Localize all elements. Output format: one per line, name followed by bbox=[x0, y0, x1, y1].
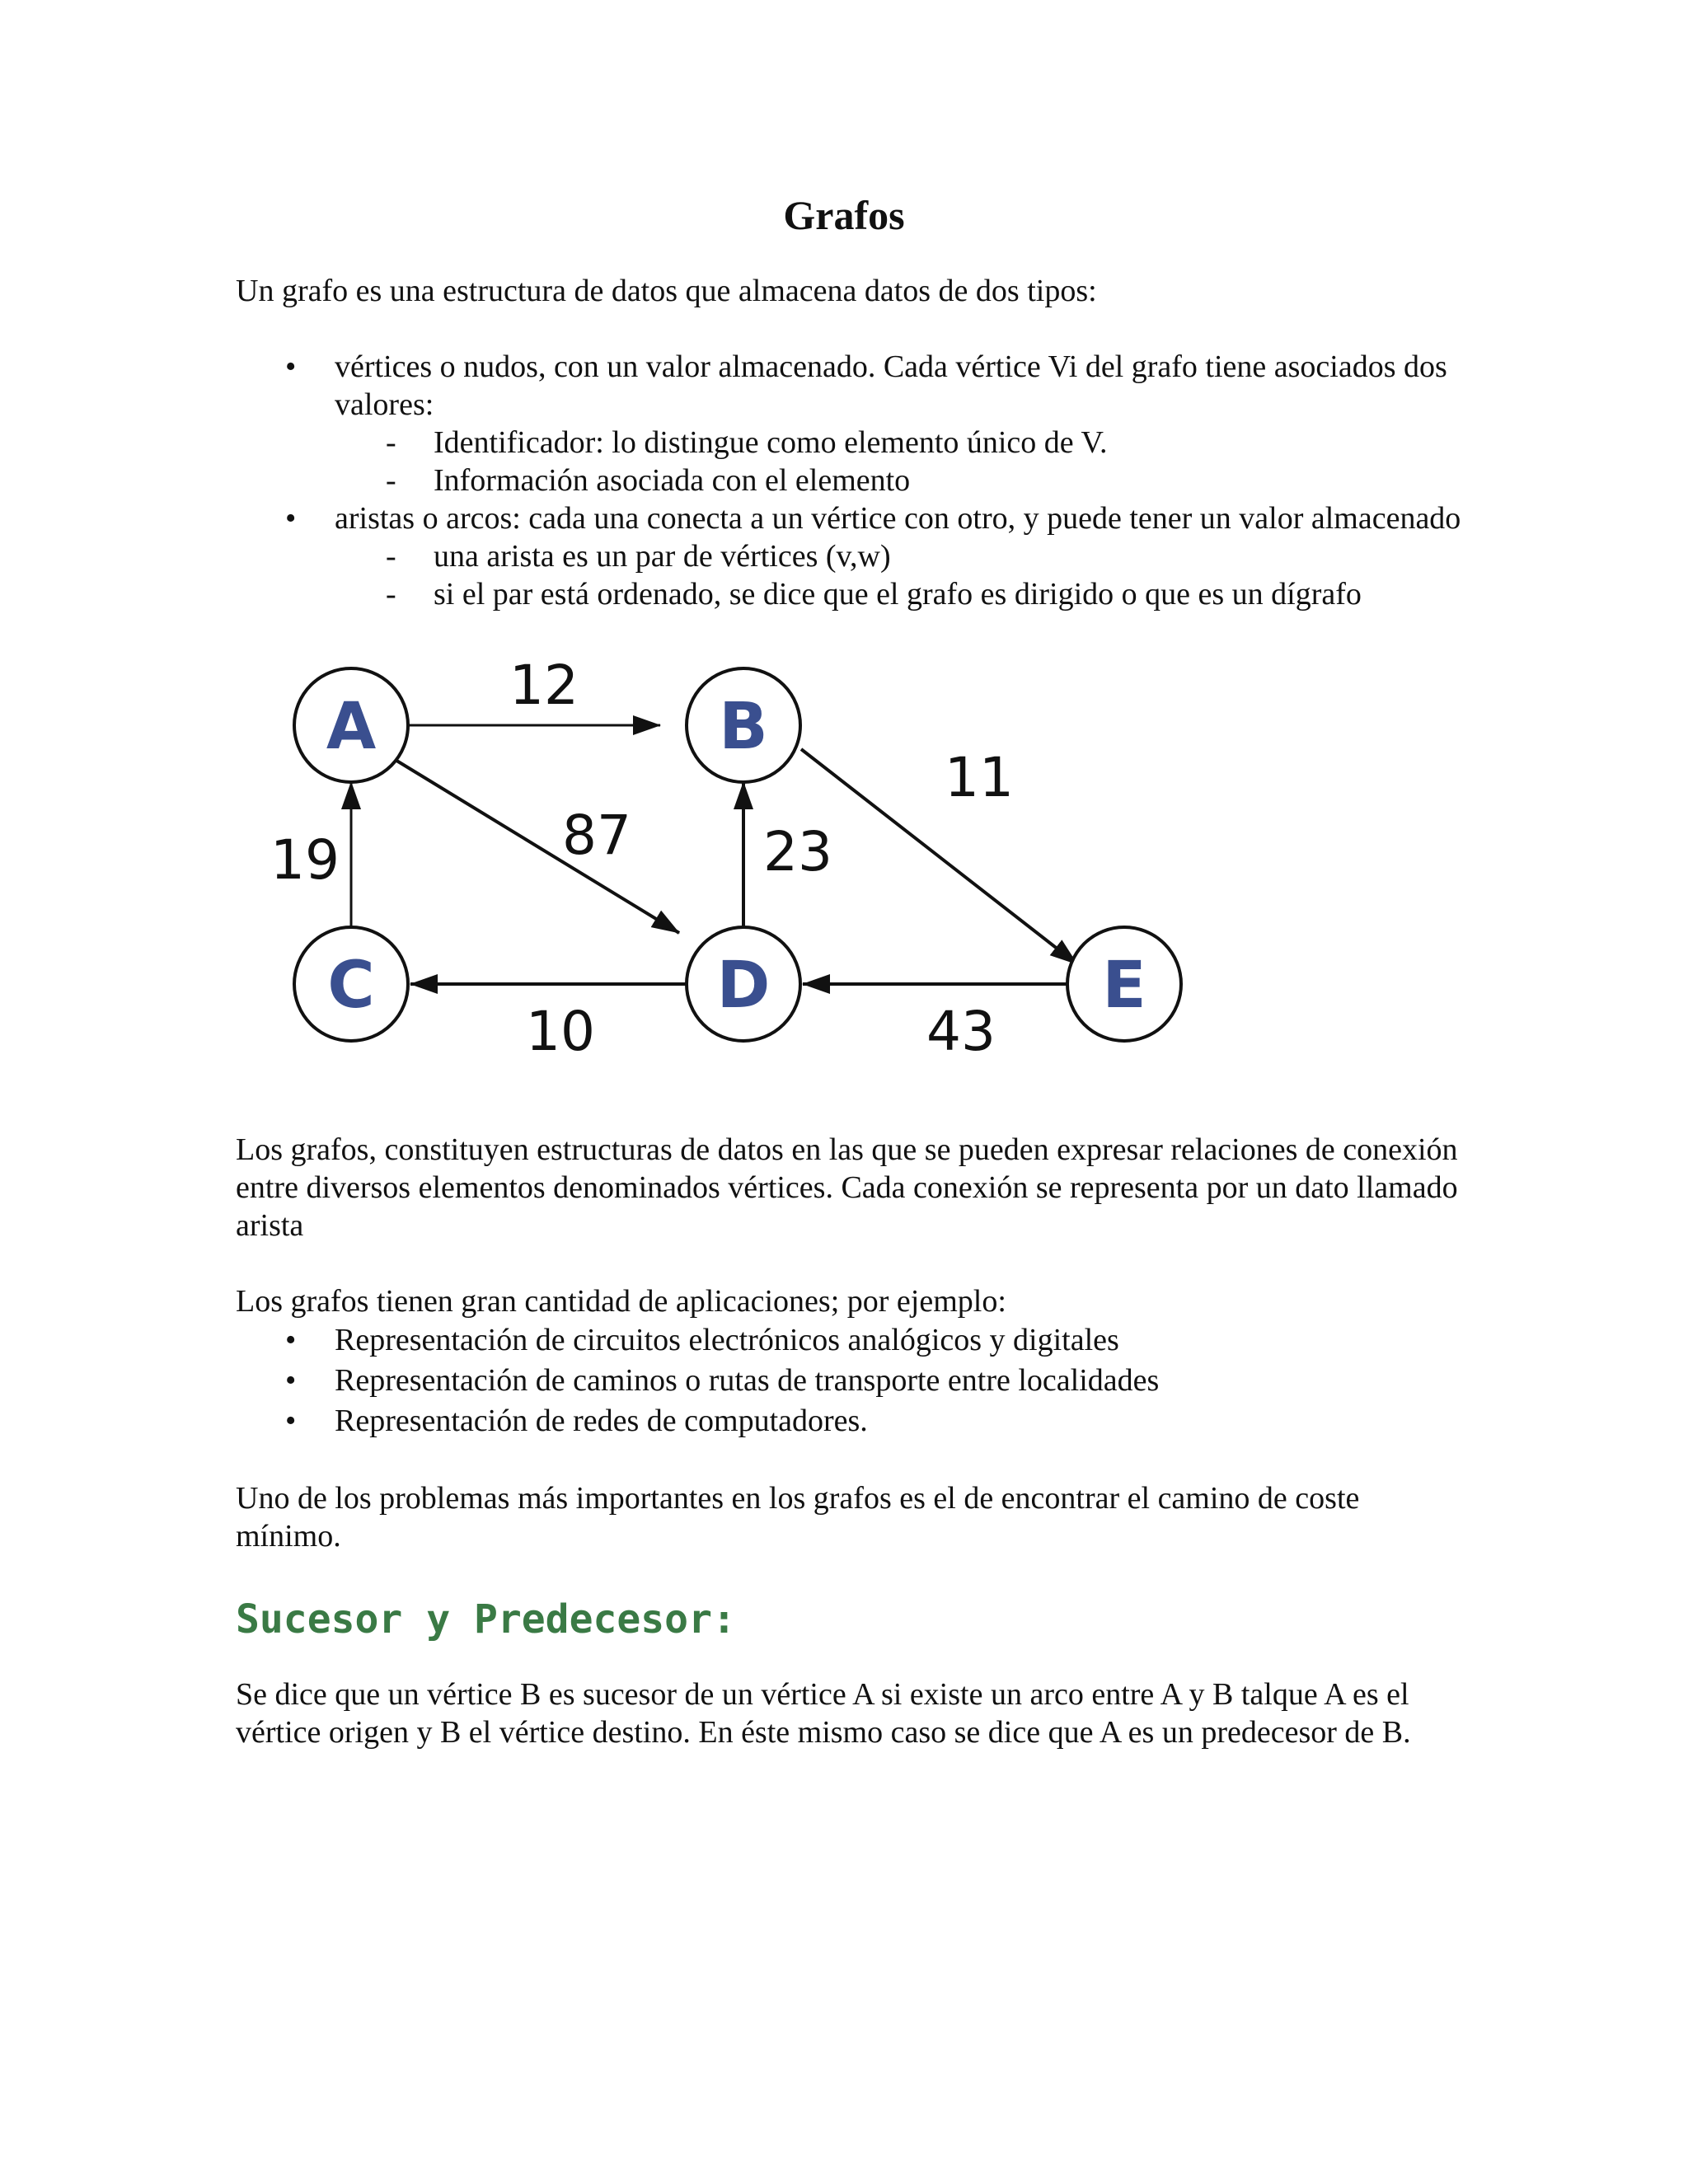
edge-weight-a-d: 87 bbox=[562, 804, 631, 867]
node-c-label: C bbox=[327, 949, 375, 1023]
dash-icon: - bbox=[386, 577, 396, 612]
node-e-label: E bbox=[1102, 949, 1146, 1023]
edge-weight-d-b: 23 bbox=[763, 820, 832, 883]
bullet-icon: • bbox=[285, 501, 297, 536]
list-item bbox=[236, 1361, 1472, 1401]
applications-intro: Los grafos tienen gran cantidad de aplicaciones; por ejemplo: bbox=[236, 1284, 1006, 1319]
list-item bbox=[236, 1320, 1472, 1361]
node-a-label: A bbox=[326, 690, 377, 764]
node-e bbox=[1067, 927, 1181, 1041]
edge-weight-c-a: 19 bbox=[270, 828, 340, 892]
node-b-label: B bbox=[719, 690, 768, 764]
sub-item-text: si el par está ordenado, se dice que el grafo es dirigido o que es un dígrafo bbox=[434, 577, 1362, 612]
node-d bbox=[687, 927, 800, 1041]
edge-weight-e-d: 43 bbox=[926, 1000, 996, 1063]
edge-b-e bbox=[801, 749, 1077, 964]
sub-list-item bbox=[335, 424, 1472, 462]
applications-list bbox=[236, 1320, 1472, 1441]
section-title: Sucesor y Predecesor: bbox=[236, 1596, 736, 1643]
list-item bbox=[236, 499, 1472, 613]
sub-list bbox=[335, 424, 1472, 499]
node-a bbox=[294, 668, 408, 782]
graph-svg bbox=[267, 654, 1223, 1099]
document-body bbox=[236, 191, 1472, 1751]
bullet-icon: • bbox=[285, 1323, 297, 1357]
graphs-paragraph: Los grafos, constituyen estructuras de datos en las que se pueden expresar relaciones de conexión entre diversos elementos denominados vértices. Cada conexión se representa por un dato llamado arista bbox=[236, 1132, 1458, 1243]
bullet-icon: • bbox=[285, 349, 297, 384]
definition-list bbox=[236, 348, 1472, 613]
bullet-icon: • bbox=[285, 1363, 297, 1398]
intro-paragraph: Un grafo es una estructura de datos que almacena datos de dos tipos: bbox=[236, 274, 1097, 308]
sub-item-text: Información asociada con el elemento bbox=[434, 463, 911, 498]
edge-a-d bbox=[379, 750, 679, 933]
node-d-label: D bbox=[716, 949, 771, 1023]
dash-icon: - bbox=[386, 463, 396, 498]
edge-weight-d-c: 10 bbox=[526, 1000, 595, 1063]
edge-weight-a-b: 12 bbox=[509, 654, 579, 717]
list-item-text: vértices o nudos, con un valor almacenado. Cada vértice Vi del grafo tiene asociados dos valores: bbox=[335, 349, 1447, 422]
node-b bbox=[687, 668, 800, 782]
sub-item-text: una arista es un par de vértices (v,w) bbox=[434, 539, 891, 574]
sub-item-text: Identificador: lo distingue como elemento único de V. bbox=[434, 425, 1108, 460]
sub-list-item bbox=[335, 537, 1472, 575]
bullet-icon: • bbox=[285, 1404, 297, 1438]
list-item-text: aristas o arcos: cada una conecta a un vértice con otro, y puede tener un valor almacenado bbox=[335, 501, 1461, 536]
sub-list bbox=[335, 537, 1472, 613]
graph-diagram bbox=[267, 654, 1223, 1099]
node-c bbox=[294, 927, 408, 1041]
sub-list-item bbox=[335, 575, 1472, 613]
list-item-text: Representación de circuitos electrónicos analógicos y digitales bbox=[335, 1323, 1119, 1357]
dash-icon: - bbox=[386, 539, 396, 574]
successor-paragraph: Se dice que un vértice B es sucesor de un vértice A si existe un arco entre A y B talque A es el vértice origen y B el vértice destino. En éste mismo caso se dice que A es un predecesor de B. bbox=[236, 1677, 1411, 1750]
list-item-text: Representación de caminos o rutas de transporte entre localidades bbox=[335, 1363, 1160, 1398]
sub-list-item bbox=[335, 462, 1472, 499]
edge-weight-b-e: 11 bbox=[945, 746, 1014, 809]
list-item-text: Representación de redes de computadores. bbox=[335, 1404, 868, 1438]
list-item bbox=[236, 348, 1472, 499]
dash-icon: - bbox=[386, 425, 396, 460]
list-item bbox=[236, 1401, 1472, 1441]
page-title: Grafos bbox=[783, 192, 905, 238]
problem-paragraph: Uno de los problemas más importantes en los grafos es el de encontrar el camino de coste mínimo. bbox=[236, 1481, 1360, 1554]
